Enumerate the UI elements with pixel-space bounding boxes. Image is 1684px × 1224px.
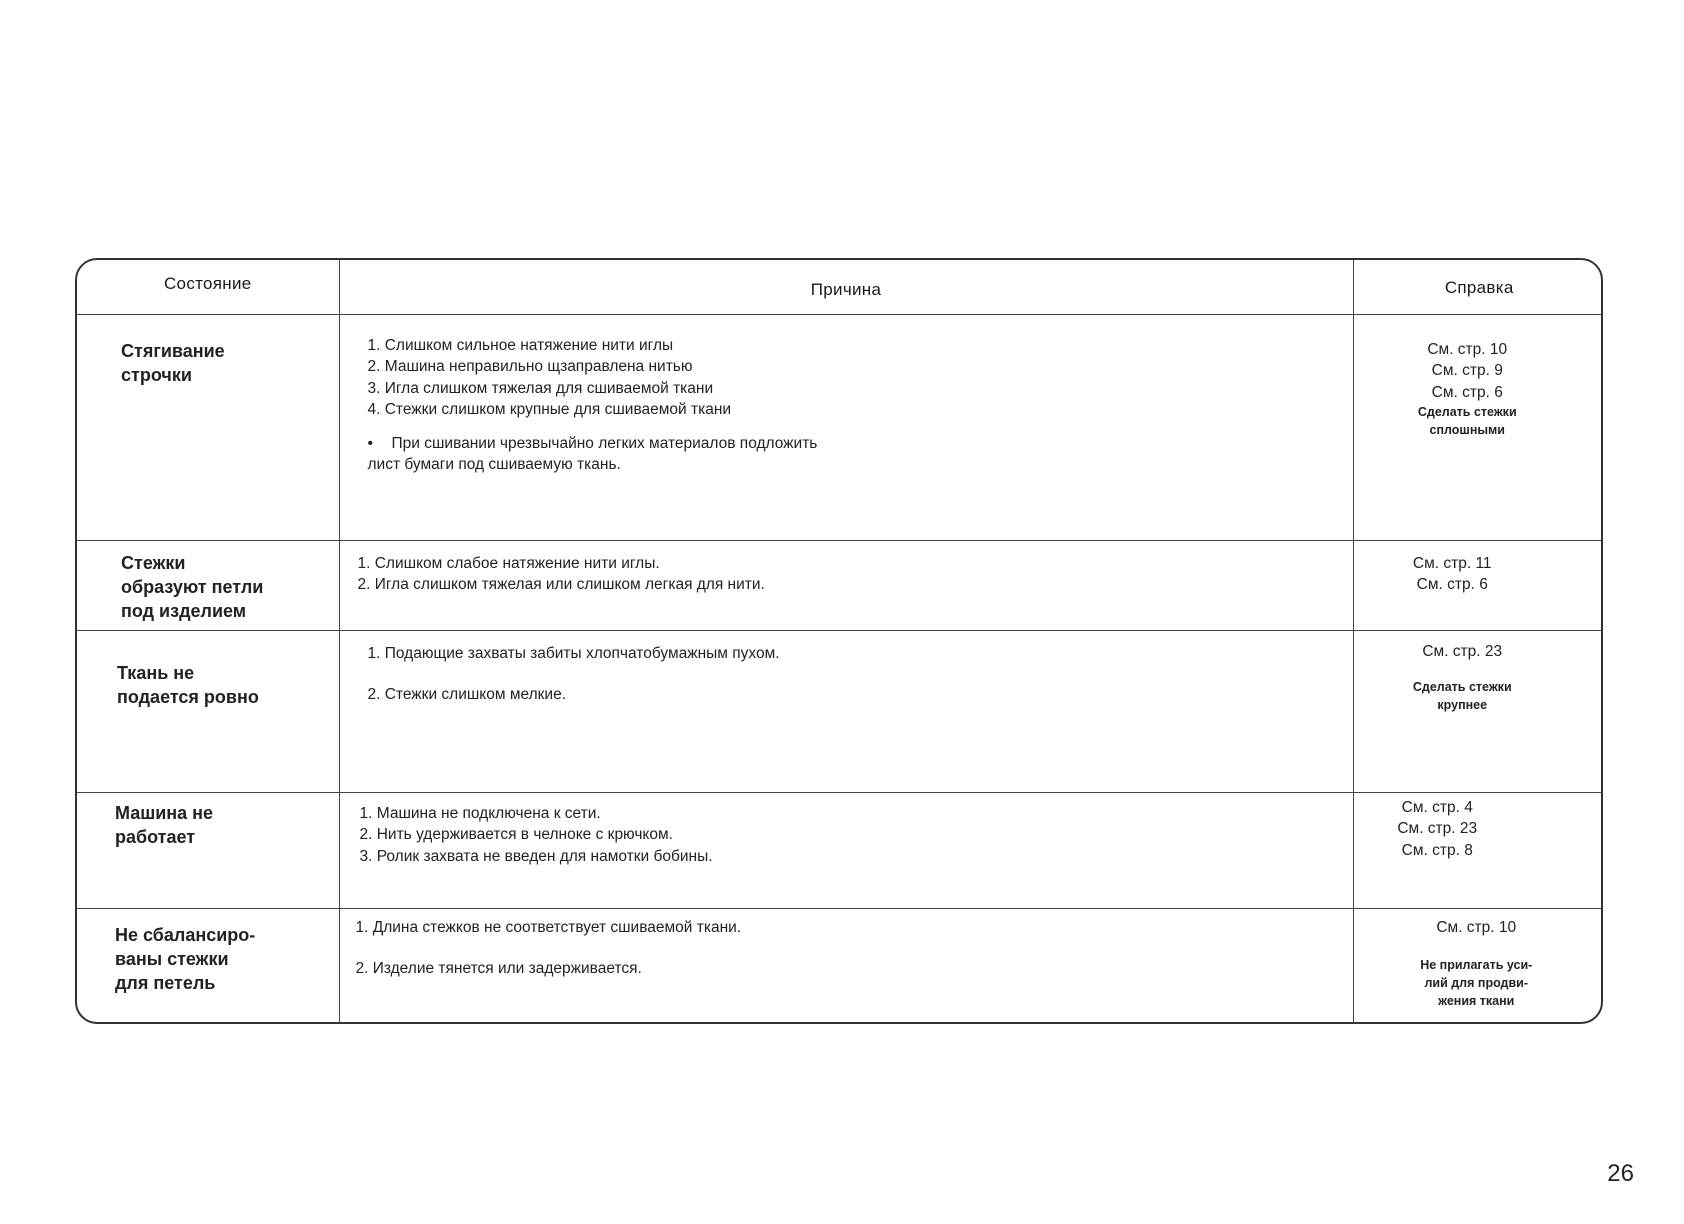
table-row <box>77 908 1603 1024</box>
state-text: ваны стежки <box>115 948 229 969</box>
table-row <box>77 792 1603 908</box>
state-cell <box>77 792 339 908</box>
note-text: При сшивании чрезвычайно легких материалов подложить <box>391 434 818 452</box>
cause-item: 1. Подающие захваты забиты хлопчатобумажным пухом. <box>367 644 780 662</box>
reference-item: См. стр. 10 <box>1427 340 1508 358</box>
reference-cell <box>1353 540 1603 630</box>
reference-cell <box>1353 630 1603 792</box>
reference-note: лий для продви- <box>1424 976 1529 990</box>
reference-note: Не прилагать уси- <box>1420 958 1533 972</box>
cause-item: 2. Изделие тянется или задерживается. <box>355 960 642 977</box>
cause-cell <box>339 630 1353 792</box>
cause-item: 1. Слишком слабое натяжение нити иглы. <box>357 554 660 572</box>
cause-cell <box>339 540 1353 630</box>
reference-note: Сделать стежки <box>1417 405 1517 419</box>
state-text: подается ровно <box>117 686 259 707</box>
reference-note: сплошными <box>1429 423 1505 437</box>
reference-item: См. стр. 23 <box>1422 642 1503 660</box>
reference-item: См. стр. 4 <box>1401 798 1473 816</box>
cause-item: 1. Слишком сильное натяжение нити иглы <box>367 336 674 354</box>
state-text: строчки <box>121 364 192 385</box>
troubleshooting-table <box>77 260 1603 1024</box>
cause-note <box>368 433 1343 455</box>
table-row <box>77 630 1603 792</box>
reference-item: См. стр. 6 <box>1416 576 1488 593</box>
cause-item: 2. Машина неправильно щзаправлена нитью <box>367 358 693 375</box>
cause-item: 1. Машина не подключена к сети. <box>359 804 601 822</box>
table-row <box>77 540 1603 630</box>
note-text: лист бумаги под сшиваемую ткань. <box>367 456 621 473</box>
column-header-reference: Справка <box>1353 260 1603 314</box>
table-row <box>77 314 1603 540</box>
state-text: Стягивание <box>121 340 225 361</box>
table-header-row <box>77 260 1603 314</box>
cause-item: 3. Игла слишком тяжелая для сшиваемой ткани <box>367 379 714 397</box>
cause-item: 2. Нить удерживается в челноке с крючком. <box>359 826 673 843</box>
reference-item: См. стр. 6 <box>1431 383 1503 401</box>
reference-item: См. стр. 11 <box>1412 554 1492 572</box>
cause-item: 2. Игла слишком тяжелая или слишком легкая для нити. <box>357 576 765 593</box>
reference-note: Сделать стежки <box>1412 680 1512 694</box>
state-text: Стежки <box>121 552 186 573</box>
cause-cell <box>339 314 1353 540</box>
cause-cell <box>339 792 1353 908</box>
cause-cell <box>339 908 1353 1024</box>
state-cell <box>77 540 339 630</box>
reference-item: См. стр. 9 <box>1431 362 1503 379</box>
state-text: для петель <box>115 972 216 993</box>
state-text: образуют петли <box>121 576 264 597</box>
reference-cell <box>1353 792 1603 908</box>
state-text: Не сбалансиро- <box>115 924 256 945</box>
page-number: 26 <box>1607 1160 1634 1187</box>
state-text: под изделием <box>121 600 247 621</box>
troubleshooting-table-frame <box>75 258 1603 1024</box>
state-text: работает <box>115 826 196 847</box>
cause-item: 2. Стежки слишком мелкие. <box>367 686 567 703</box>
reference-item: См. стр. 23 <box>1397 820 1478 837</box>
state-text: Ткань не <box>117 662 195 683</box>
state-text: Машина не <box>115 802 214 823</box>
bullet-icon: • <box>367 434 373 452</box>
column-header-cause: Причина <box>339 260 1353 314</box>
state-cell <box>77 908 339 1024</box>
cause-item: 3. Ролик захвата не введен для намотки бобины. <box>359 847 713 865</box>
state-cell <box>77 314 339 540</box>
reference-item: См. стр. 8 <box>1401 841 1473 859</box>
column-header-state: Состояние <box>77 260 339 314</box>
cause-item: 4. Стежки слишком крупные для сшиваемой ткани <box>367 401 732 418</box>
state-cell <box>77 630 339 792</box>
reference-note: крупнее <box>1437 698 1488 712</box>
reference-cell <box>1353 314 1603 540</box>
reference-item: См. стр. 10 <box>1436 918 1517 936</box>
cause-item: 1. Длина стежков не соответствует сшиваемой ткани. <box>355 918 742 936</box>
reference-cell <box>1353 908 1603 1024</box>
reference-note: жения ткани <box>1438 994 1515 1008</box>
